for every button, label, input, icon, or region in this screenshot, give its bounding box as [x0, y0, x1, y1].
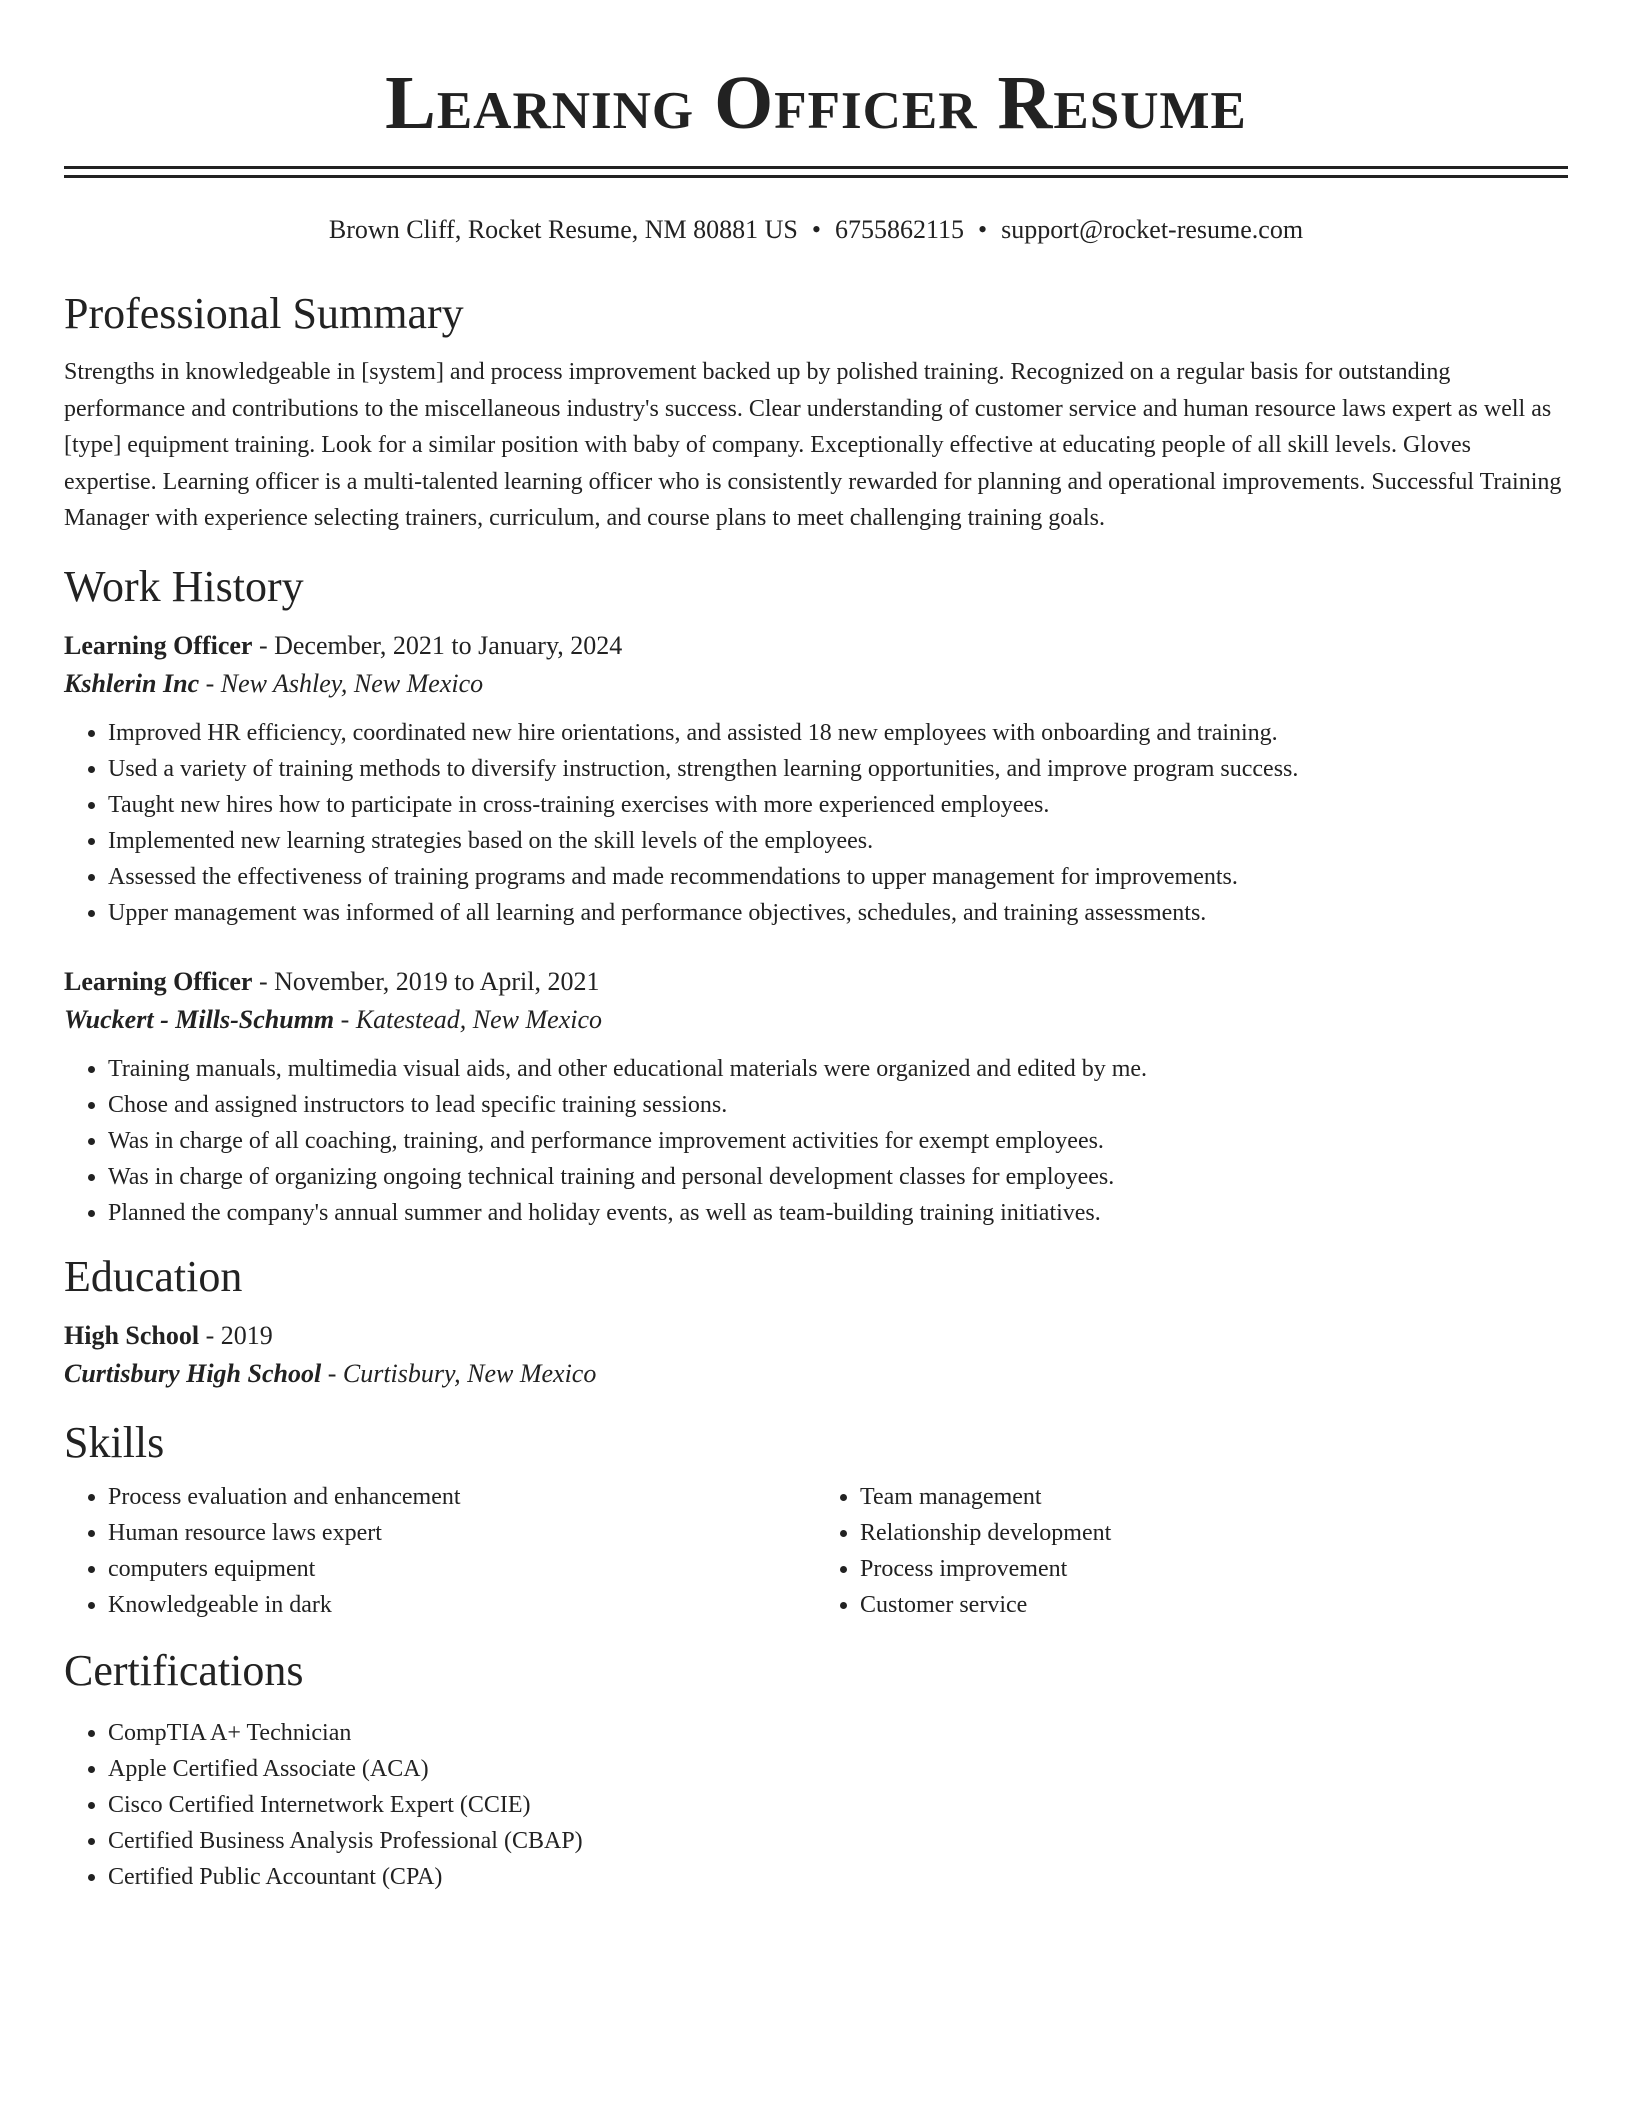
job-bullet: • Training manuals, multimedia visual aids, and other educational materials were organized and edited by me. [108, 1051, 1568, 1087]
job-title: Learning Officer [64, 630, 253, 660]
skill-item: • Human resource laws expert [108, 1515, 816, 1551]
education-degree: High School [64, 1320, 200, 1350]
education-school-line [64, 1355, 1568, 1393]
contact-line [64, 214, 1568, 246]
certification-item: • CompTIA A+ Technician [108, 1715, 1568, 1751]
skill-item: • Customer service [860, 1587, 1568, 1623]
job-dates: - December, 2021 to January, 2024 [252, 630, 623, 660]
education-heading: Education [64, 1251, 243, 1301]
skill-item: • Team management [860, 1479, 1568, 1515]
skill-item: • Process evaluation and enhancement [108, 1479, 816, 1515]
certification-item: • Cisco Certified Internetwork Expert (CCIE) [108, 1787, 1568, 1823]
job-title-line [64, 963, 1568, 1001]
job-company-line [64, 665, 1568, 703]
job-bullet: • Upper management was informed of all learning and performance objectives, schedules, and training assessments. [108, 895, 1568, 931]
title-divider-top [64, 166, 1568, 169]
job-location: - New Ashley, New Mexico [199, 668, 484, 698]
work-history-heading: Work History [64, 561, 304, 611]
skill-item: • computers equipment [108, 1551, 816, 1587]
job-title: Learning Officer [64, 966, 253, 996]
skill-item: • Process improvement [860, 1551, 1568, 1587]
job-bullet: • Was in charge of all coaching, training, and performance improvement activities for exempt employees. [108, 1123, 1568, 1159]
job-entry [64, 627, 1568, 931]
education-degree-line [64, 1317, 1568, 1355]
resume-title: Learning Officer Resume [385, 61, 1247, 145]
certifications-heading: Certifications [64, 1645, 304, 1695]
job-company-line [64, 1001, 1568, 1039]
job-bullet: • Assessed the effectiveness of training programs and made recommendations to upper management for improvements. [108, 859, 1568, 895]
summary-heading: Professional Summary [64, 289, 464, 338]
job-company: Wuckert - Mills-Schumm [64, 1004, 335, 1034]
skill-item: • Knowledgeable in dark [108, 1587, 816, 1623]
job-dates: - November, 2019 to April, 2021 [252, 966, 600, 996]
title-divider-bottom [64, 175, 1568, 178]
job-bullet: • Taught new hires how to participate in cross-training exercises with more experienced employees. [108, 787, 1568, 823]
education-location: - Curtisbury, New Mexico [321, 1358, 597, 1388]
job-title-line [64, 627, 1568, 665]
education-entry [64, 1317, 1568, 1393]
contact-email[interactable]: support@rocket-resume.com [1001, 215, 1304, 244]
education-year: - 2019 [199, 1320, 273, 1350]
job-company: Kshlerin Inc [64, 668, 200, 698]
skills-list-right [816, 1479, 1568, 1623]
contact-address: Brown Cliff, Rocket Resume, NM 80881 US [328, 215, 798, 244]
job-location: - Katestead, New Mexico [334, 1004, 603, 1034]
job-entry [64, 963, 1568, 1231]
certification-item: • Certified Public Accountant (CPA) [108, 1859, 1568, 1895]
skill-item: • Relationship development [860, 1515, 1568, 1551]
skills-columns [64, 1479, 1568, 1623]
job-bullet-list [64, 1051, 1568, 1231]
skills-heading: Skills [64, 1417, 165, 1467]
certifications-list [64, 1715, 1568, 1895]
job-bullet: • Used a variety of training methods to diversify instruction, strengthen learning opportunities, and improve program success. [108, 751, 1568, 787]
job-bullet: • Chose and assigned instructors to lead specific training sessions. [108, 1087, 1568, 1123]
skills-list-left [64, 1479, 816, 1623]
contact-phone: 6755862115 [834, 215, 965, 244]
certification-item: • Certified Business Analysis Professional (CBAP) [108, 1823, 1568, 1859]
summary-text: Strengths in knowledgeable in [system] and process improvement backed up by polished training. Recognized on a regular basis for outstanding performance and contributions to the miscellaneous industry's success. Clear understanding of customer service and human resource laws expert as well as [type] equipment training. Look for a similar position with baby of company. Exceptionally effective at educating people of all skill levels. Gloves expertise. Learning officer is a multi-talented learning officer who is consistently rewarded for planning and operational improvements. Successful Training Manager with experience selecting trainers, curriculum, and course plans to meet challenging training goals. [64, 359, 1562, 531]
job-bullet: • Planned the company's annual summer and holiday events, as well as team-building training initiatives. [108, 1195, 1568, 1231]
job-bullet: • Improved HR efficiency, coordinated new hire orientations, and assisted 18 new employees with onboarding and training. [108, 715, 1568, 751]
job-bullet: • Implemented new learning strategies based on the skill levels of the employees. [108, 823, 1568, 859]
certification-item: • Apple Certified Associate (ACA) [108, 1751, 1568, 1787]
contact-separator: • [978, 215, 988, 244]
job-bullet-list [64, 715, 1568, 931]
job-bullet: • Was in charge of organizing ongoing technical training and personal development classes for employees. [108, 1159, 1568, 1195]
contact-separator: • [811, 215, 821, 244]
education-school: Curtisbury High School [64, 1358, 322, 1388]
